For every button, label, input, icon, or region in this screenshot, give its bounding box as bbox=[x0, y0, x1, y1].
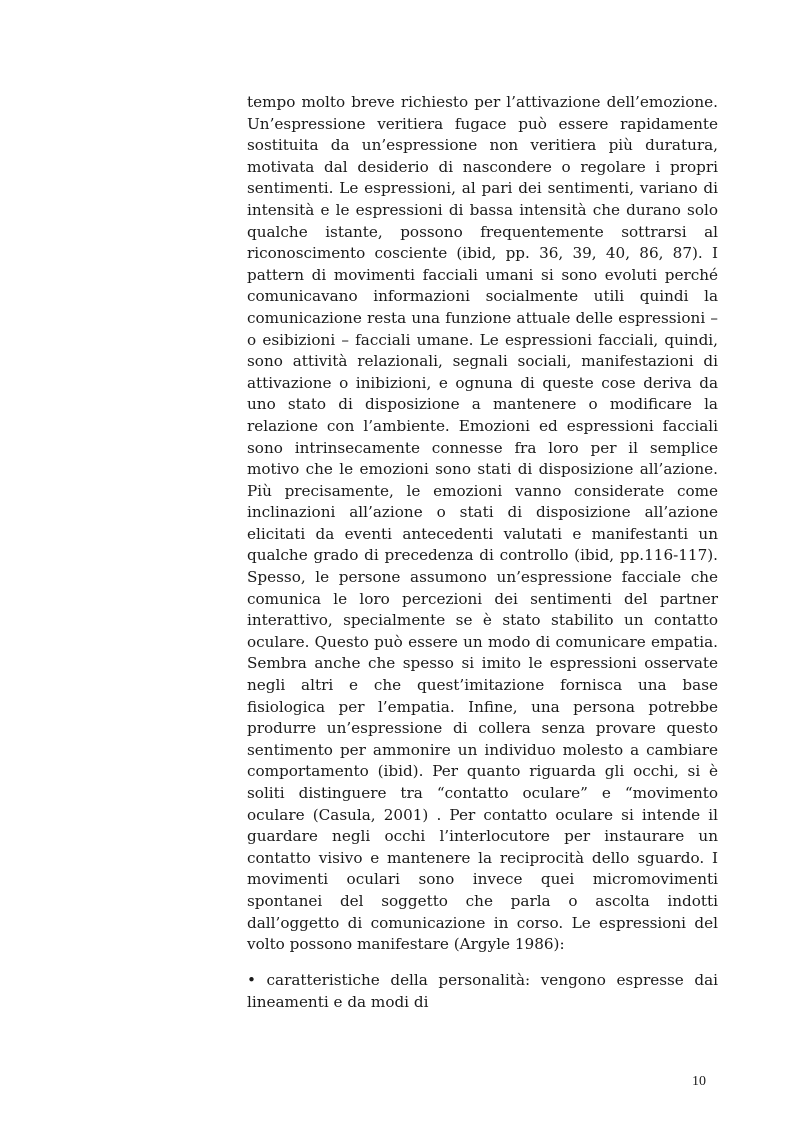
bullet-list-item: • caratteristiche della personalità: vengono espresse dai lineamenti e da modi di bbox=[247, 971, 718, 1011]
page-number: 10 bbox=[692, 1074, 706, 1089]
body-paragraph: tempo molto breve richiesto per l’attivazione dell’emozione. Un’espressione veritiera fugace può essere rapidamente sostituita da un’espressione non veritiera più duratura, motivata dal desiderio di nascondere o regolare i propri sentimenti. Le espressioni, al pari dei sentimenti, variano di intensità e le espressioni di bassa intensità che durano solo qualche istante, possono frequentemente sottrarsi al riconoscimento cosciente (ibid, pp. 36, 39, 40, 86, 87). I pattern di movimenti facciali umani si sono evoluti perché comunicavano informazioni socialmente utili quindi la comunicazione resta una funzione attuale delle espressioni – o esibizioni – facciali umane. Le espressioni facciali, quindi, sono attività relazionali, segnali sociali, manifestazioni di attivazione o inibizioni, e ognuna di queste cose deriva da uno stato di disposizione a mantenere o modificare la relazione con l’ambiente. Emozioni ed espressioni facciali sono intrinsecamente connesse fra loro per il semplice motivo che le emozioni sono stati di disposizione all’azione. Più precisamente, le emozioni vanno considerate come inclinazioni all’azione o stati di disposizione all’azione elicitati da eventi antecedenti valutati e manifestanti un qualche grado di precedenza di controllo (ibid, pp.116-117). Spesso, le persone assumono un’espressione facciale che comunica le loro percezioni dei sentimenti del partner interattivo, specialmente se è stato stabilito un contatto oculare. Questo può essere un modo di comunicare empatia. Sembra anche che spesso si imito le espressioni osservate negli altri e che quest’imitazione fornisca una base fisiologica per l’empatia. Infine, una persona potrebbe produrre un’espressione di collera senza provare questo sentimento per ammonire un individuo molesto a cambiare comportamento (ibid). Per quanto riguarda gli occhi, si è soliti distinguere tra “contatto oculare” e “movimento oculare (Casula, 2001) . Per contatto oculare si intende il guardare negli occhi l’interlocutore per instaurare un contatto visivo e mantenere la reciprocità dello sguardo. I movimenti oculari sono invece quei micromovimenti spontanei del soggetto che parla o ascolta indotti dall’oggetto di comunicazione in corso. Le espressioni del volto possono manifestare (Argyle 1986): bbox=[247, 93, 718, 954]
